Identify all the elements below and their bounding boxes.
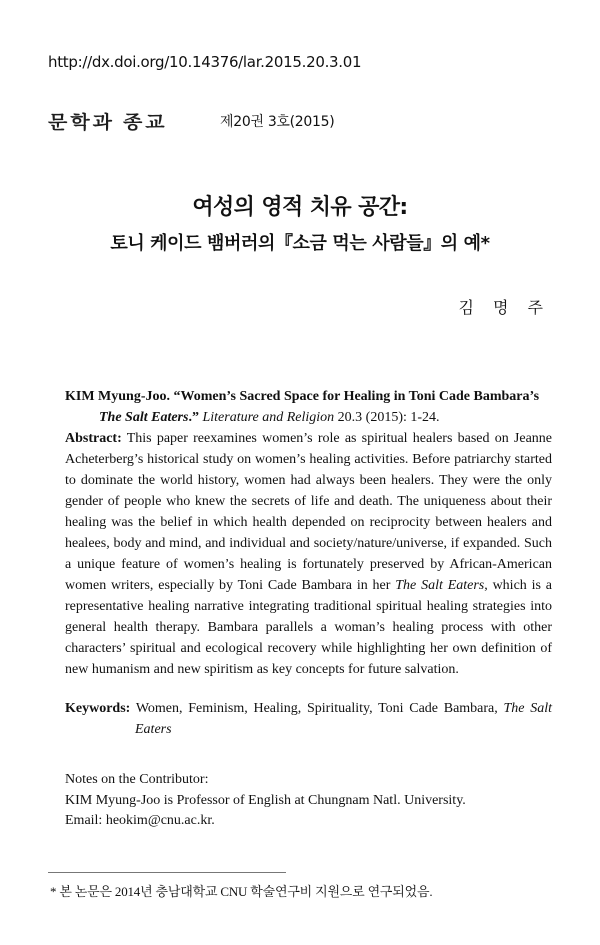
- abstract-label: Abstract:: [65, 431, 122, 446]
- citation: [65, 386, 552, 428]
- keywords-text: Women, Feminism, Healing, Spirituality, Toni Cade Bambara,: [135, 701, 498, 716]
- journal-issue: 제20권 3호(2015): [220, 114, 335, 130]
- article-subtitle: 토니 케이드 뱀버러의『소금 먹는 사람들』의 예*: [110, 233, 490, 254]
- keywords-italic: The Salt Eaters: [135, 701, 553, 737]
- citation-journal: Literature and Religion: [202, 410, 335, 425]
- abstract: [65, 428, 552, 680]
- notes-email-line: [65, 811, 552, 832]
- email-label: Email:: [65, 813, 103, 828]
- email-link[interactable]: heokim@cnu.ac.kr.: [105, 813, 215, 828]
- author-name: 김 명 주: [458, 298, 550, 317]
- doi-link[interactable]: http://dx.doi.org/10.14376/lar.2015.20.3.01: [48, 53, 362, 71]
- journal-logo: 문학과 종교: [48, 112, 168, 133]
- contributor-notes: [65, 770, 552, 832]
- footnote-marker: *: [50, 884, 57, 899]
- journal-header: [48, 106, 568, 134]
- abstract-section: [65, 386, 552, 832]
- notes-bio: KIM Myung-Joo is Professor of English at Chungnam Natl. University.: [65, 792, 466, 808]
- footnote-text: 본 논문은 2014년 충남대학교 CNU 학술연구비 지원으로 연구되었음.: [59, 884, 433, 899]
- abstract-text-1: This paper reexamines women’s role as spiritual healers based on Jeanne Acheterberg’s historical study on women’s healing activities. Before patriarchy started to dominate the world history, women had always been healers. They were the only gender of people who knew the secrets of life and death. The uniqueness about their healing was the belief in which health depended on reciprocity between healers and healees, body and mind, and individual and society/nature/universe, if expanded. Such a unique feature of women’s healing is fortunately preserved by African-American women writers, especially by Toni Cade Bambara in her: [65, 431, 553, 593]
- citation-author: KIM Myung-Joo.: [65, 389, 170, 404]
- keywords: [65, 698, 552, 740]
- citation-title: “Women’s Sacred Space for Healing in Toni Cade Bambara’s The Salt Eaters.”: [99, 389, 540, 425]
- article-title: 여성의 영적 치유 공간:: [192, 195, 408, 220]
- footnote-divider: [48, 872, 286, 873]
- abstract-text-2: , which is a representative healing narrative integrating traditional spiritual healing strategies into general health therapy. Bambara parallels a woman’s healing process with other characters’ spiritual and ecological recovery while highlighting her own definition of new humanism and new spiritism as key concepts for future salvation.: [65, 578, 552, 677]
- footnote: [50, 881, 432, 900]
- abstract-italic-title: The Salt Eaters: [395, 578, 485, 593]
- citation-details: 20.3 (2015): 1-24.: [337, 410, 440, 425]
- keywords-label: Keywords:: [65, 701, 131, 716]
- notes-heading: Notes on the Contributor:: [65, 772, 209, 787]
